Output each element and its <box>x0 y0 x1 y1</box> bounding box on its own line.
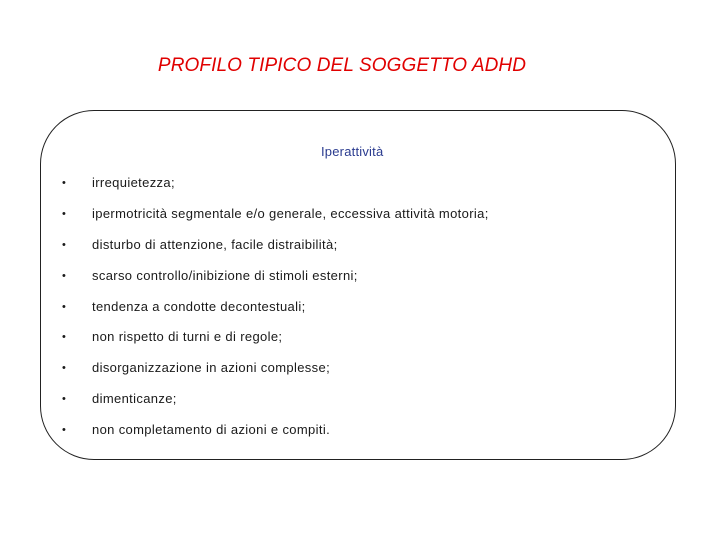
bullet-icon: • <box>62 331 67 344</box>
bullet-icon: • <box>62 269 67 282</box>
list-item-text: scarso controllo/inibizione di stimoli esterni; <box>92 267 358 283</box>
list-item-text: dimenticanze; <box>92 391 177 407</box>
bullet-icon: • <box>62 207 67 220</box>
box-heading: Iperattività <box>321 144 384 159</box>
list-item-text: non completamento di azioni e compiti. <box>92 422 331 438</box>
bullet-icon: • <box>62 362 67 375</box>
bullet-icon: • <box>62 300 67 313</box>
list-item-text: non rispetto di turni e di regole; <box>92 329 283 345</box>
list-item-text: irrequietezza; <box>92 175 175 190</box>
list-item-text: disturbo di attenzione, facile distraibilità; <box>92 236 338 252</box>
slide-title: PROFILO TIPICO DEL SOGGETTO ADHD <box>157 55 527 76</box>
list-item-text: disorganizzazione in azioni complesse; <box>92 360 331 376</box>
list-item-text: tendenza a condotte decontestuali; <box>92 298 306 314</box>
bullet-icon: • <box>62 238 67 251</box>
list-item-text: ipermotricità segmentale e/o generale, eccessiva attività motoria; <box>92 205 489 221</box>
bullet-icon: • <box>62 177 67 189</box>
bullet-icon: • <box>62 393 67 406</box>
bullet-icon: • <box>62 424 67 437</box>
